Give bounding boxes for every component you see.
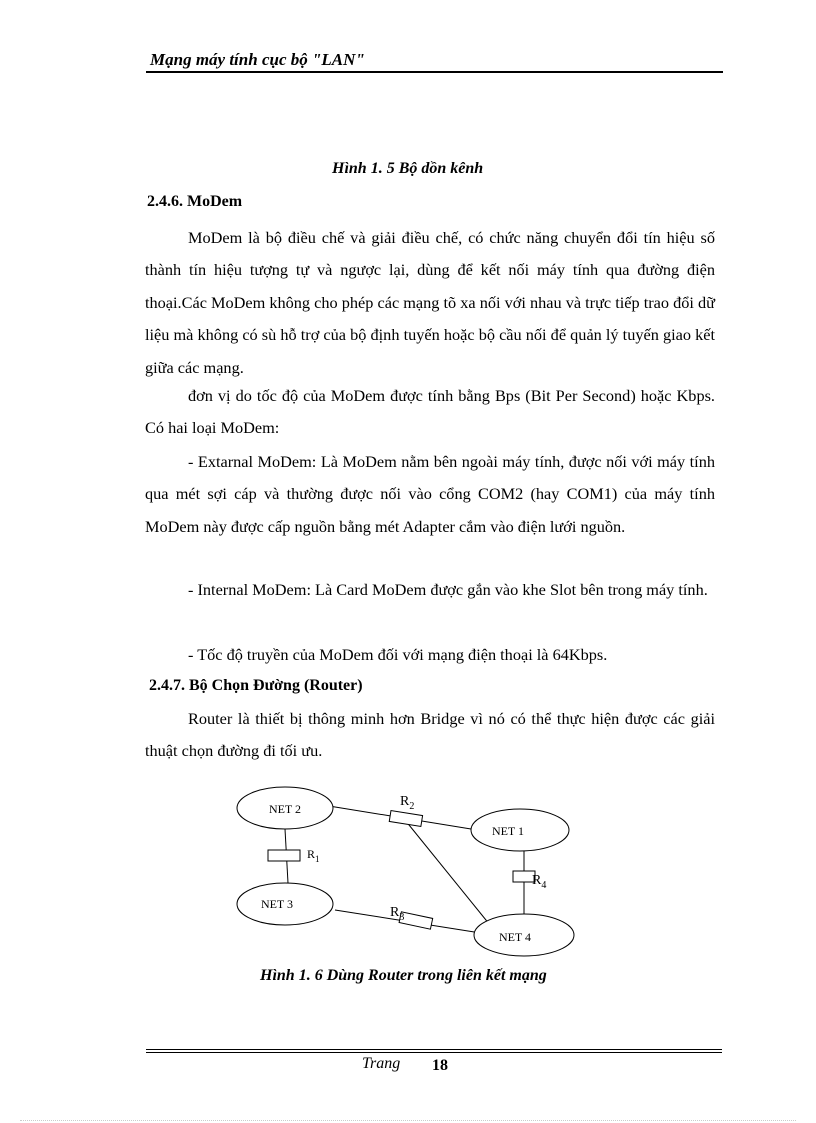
footer-page-label: Trang <box>362 1055 401 1072</box>
router-r3-label: $R_3$ <box>390 905 405 923</box>
router-r1-box <box>268 850 300 861</box>
section-router-heading: 2.4.7. Bộ Chọn Đường (Router) <box>149 677 363 694</box>
router-r2-label: $R_2$ <box>400 794 415 812</box>
footer-rule-bottom <box>146 1052 722 1053</box>
modem-paragraph-2 <box>145 380 715 445</box>
router-paragraph-text: Router là thiết bị thông minh hơn Bridge vì nó có thể thực hiện được các giải thuật chọn đường đi tối ưu. <box>145 709 715 761</box>
modem-paragraph-5 <box>145 639 715 671</box>
modem-paragraph-4 <box>145 574 715 606</box>
modem-paragraph-1-text: MoDem là bộ điều chế và giải điều chế, có chức năng chuyển đổi tín hiệu số thành tín hiệu tượng tự và ngược lại, dùng để kết nối máy tính qua đường điện thoại.Các MoDem không cho phép các mạng tõ xa nối với nhau và trực tiếp trao đổi dữ liệu mà không có sù hỗ trợ của bộ định tuyến hoặc bộ cầu nối để quản lý tuyến giao kết giữa các mạng. <box>145 228 715 377</box>
net4-label: NET 4 <box>498 930 532 944</box>
modem-paragraph-4-text: - Internal MoDem: Là Card MoDem được gắn vào khe Slot bên trong máy tính. <box>188 580 708 599</box>
router-r1-label: $R_1$ <box>307 847 320 864</box>
net1-label: NET 1 <box>491 824 525 838</box>
router-r4-label: $R_4$ <box>532 873 547 891</box>
net3-label: NET 3 <box>260 897 294 911</box>
net2-label: NET 2 <box>268 802 302 816</box>
page-edge-dots <box>20 1120 796 1121</box>
modem-paragraph-3 <box>145 446 715 543</box>
header-rule <box>146 71 723 73</box>
router-network-diagram <box>225 780 585 965</box>
figure-1-6-caption: Hình 1. 6 Dùng Router trong liên kết mạng <box>260 967 547 984</box>
net3-node <box>237 883 333 925</box>
net2-node <box>237 787 333 829</box>
modem-paragraph-1 <box>145 222 715 384</box>
section-modem-heading: 2.4.6. MoDem <box>147 193 243 210</box>
figure-1-5-caption: Hình 1. 5 Bộ dồn kênh <box>332 160 484 177</box>
modem-paragraph-2-text: đơn vị do tốc độ của MoDem được tính bằng Bps (Bit Per Second) hoặc Kbps. Có hai loại MoDem: <box>145 386 715 438</box>
net4-node <box>474 914 574 956</box>
modem-paragraph-3-text: - Extarnal MoDem: Là MoDem nằm bên ngoài máy tính, được nối với máy tính qua mét sợi cáp và thường được nối vào cổng COM2 (hay COM1) của máy tính MoDem này được cấp nguồn bằng mét Adapter cắm vào điện lưới nguồn. <box>145 452 715 536</box>
net1-node <box>471 809 569 851</box>
router-paragraph <box>145 703 715 768</box>
footer-rule-top <box>146 1049 722 1050</box>
modem-paragraph-5-text: - Tốc độ truyền của MoDem đối với mạng điện thoại là 64Kbps. <box>188 645 608 664</box>
router-r2-box <box>389 811 422 827</box>
footer-page-number: 18 <box>432 1057 448 1074</box>
running-header-title: Mạng máy tính cục bộ "LAN" <box>150 50 365 69</box>
